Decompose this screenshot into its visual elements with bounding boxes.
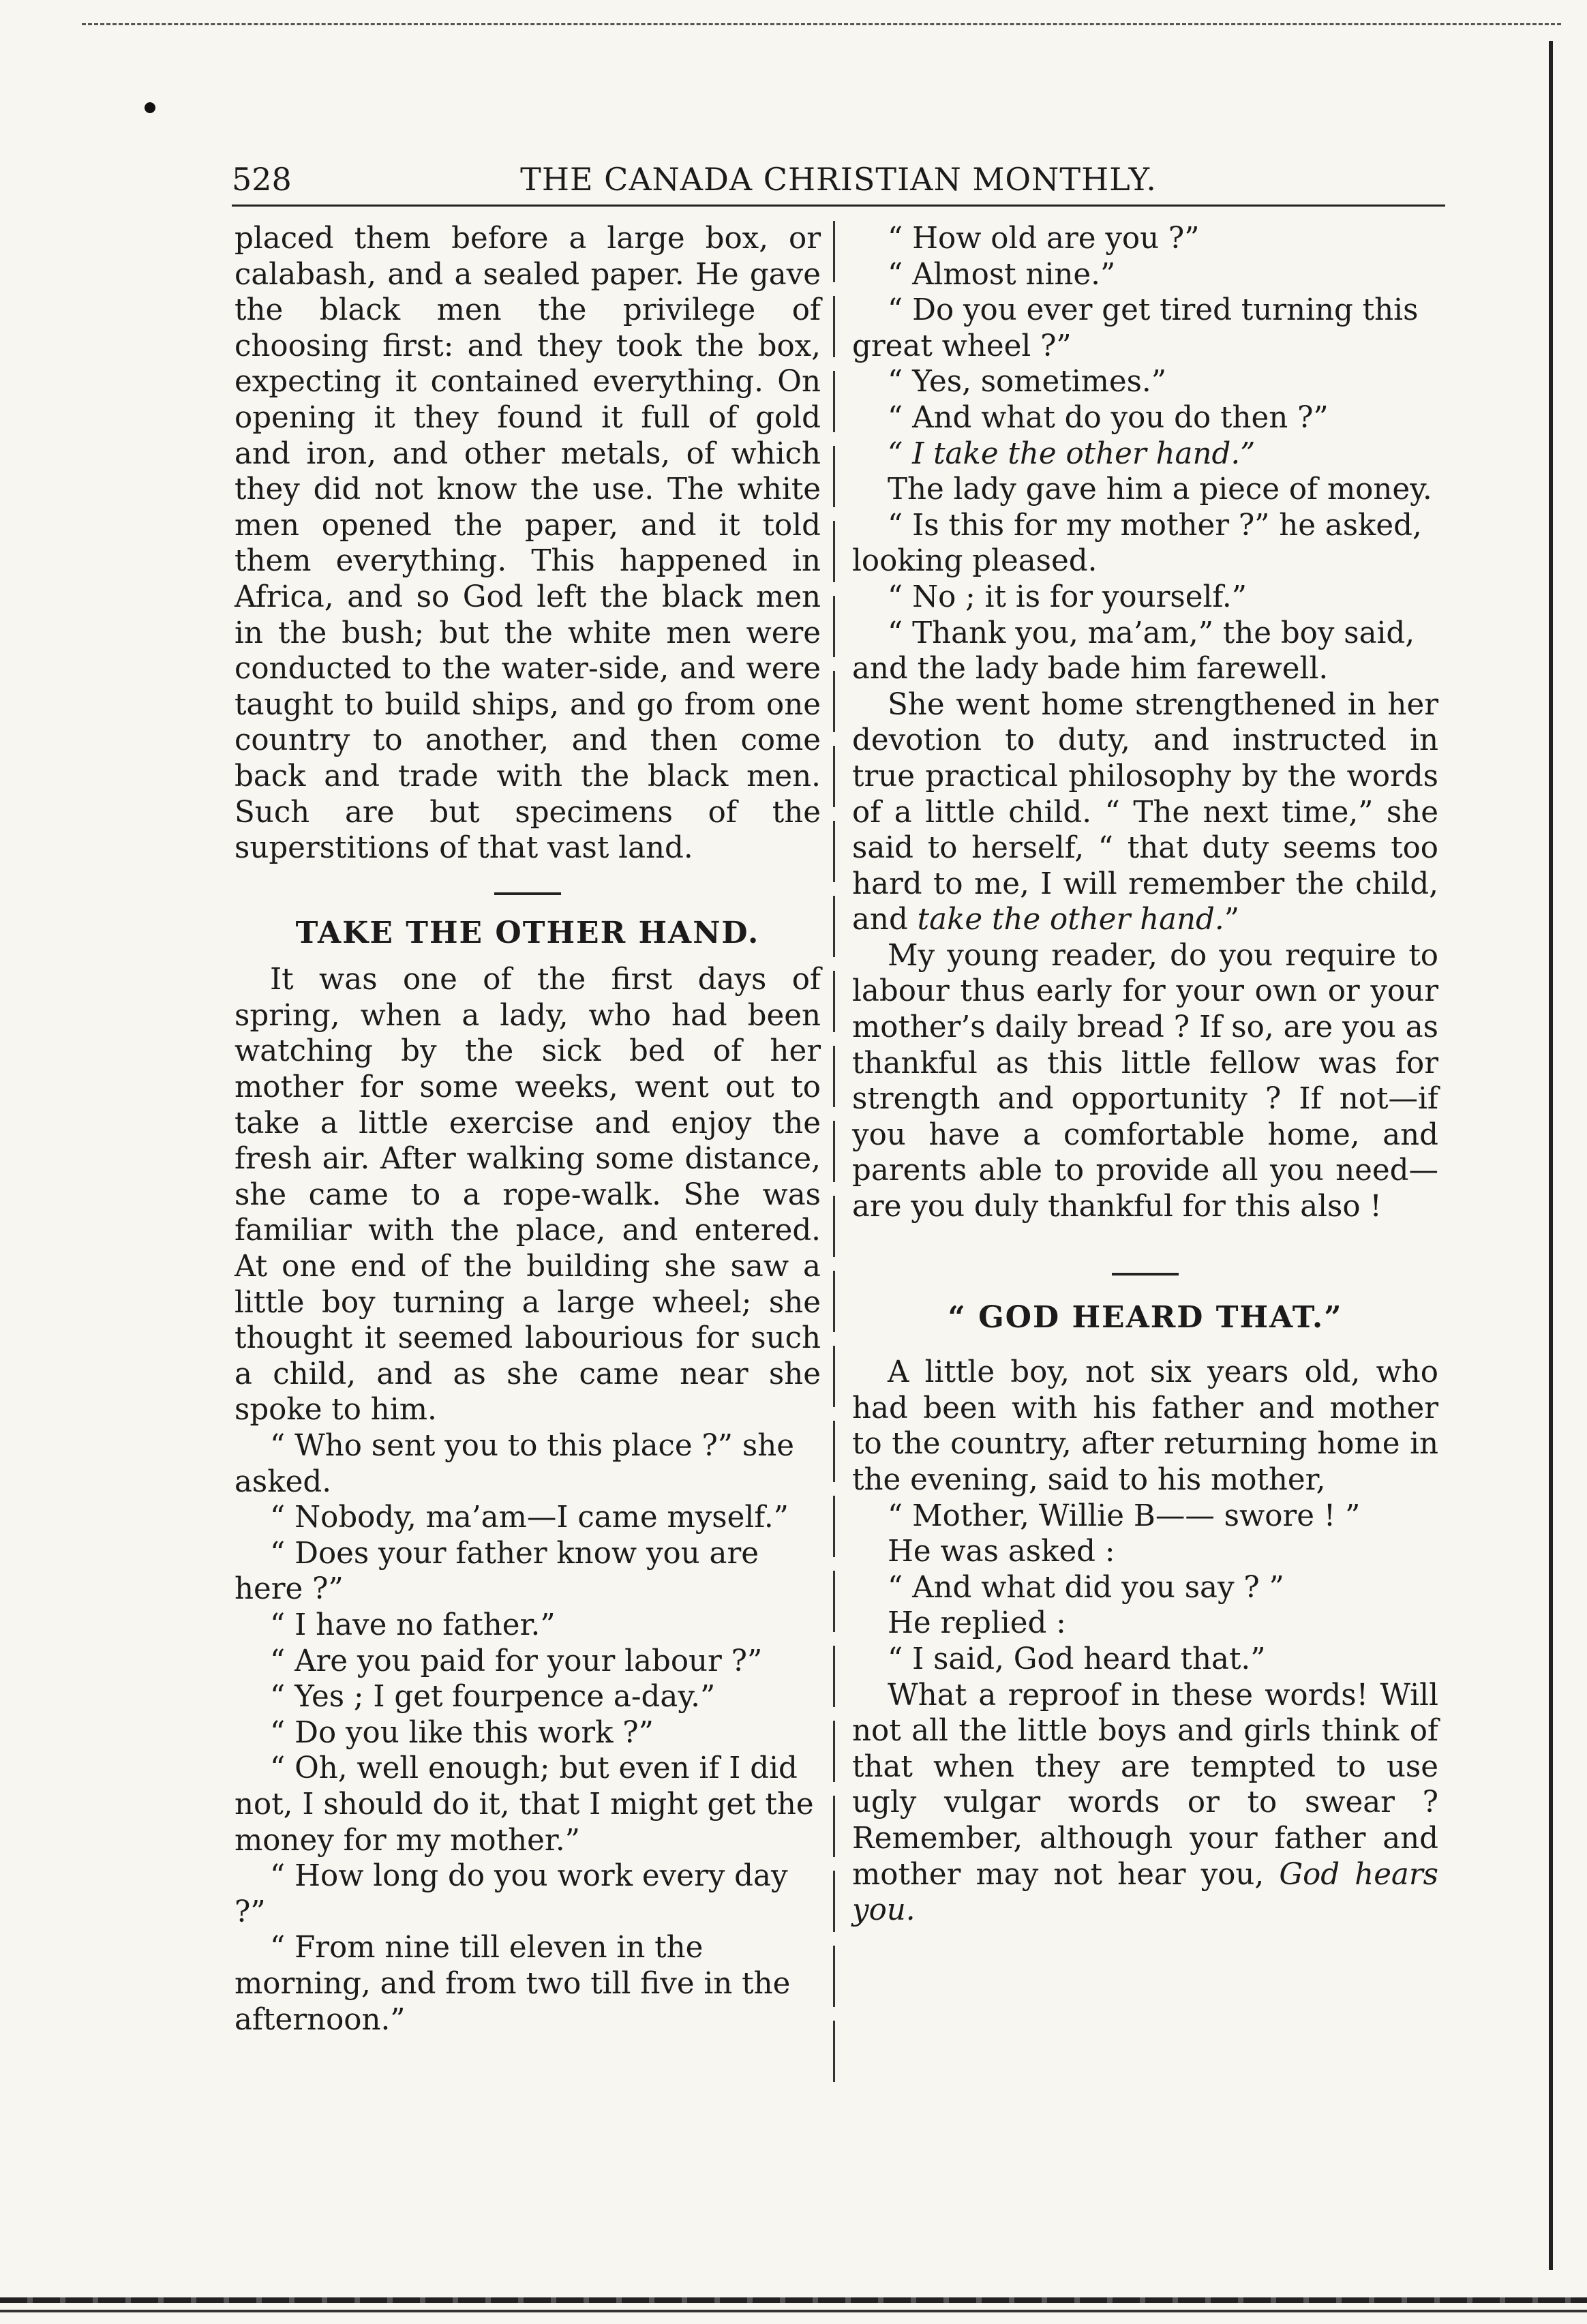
right-column (852, 221, 1438, 1929)
dialogue-line: “ Yes ; I get fourpence a-day.” (270, 1680, 716, 1715)
paragraph (852, 1678, 1438, 1929)
dialogue-line: “ Is this for my mother ?” he asked, looking pleased. (852, 508, 1422, 579)
dialogue-line: “ And what did you say ? ” (888, 1570, 1284, 1605)
dialogue-line: “ Does your father know you are here ?” (235, 1536, 759, 1607)
header-rule (232, 205, 1445, 207)
page-edge-rule (1549, 41, 1553, 2270)
dialogue-line: He was asked : (888, 1535, 1115, 1569)
dialogue-line: “ I said, God heard that.” (888, 1642, 1266, 1676)
dialogue-line: “ Who sent you to this place ?” she asked. (235, 1429, 794, 1499)
dialogue-line: He replied : (888, 1606, 1066, 1641)
italic-phrase: God hears you. (852, 1857, 1438, 1928)
page-number: 528 (232, 161, 292, 198)
dialogue-line: “ Yes, sometimes.” (888, 365, 1167, 399)
paragraph-text: What a reproof in these words! Will not all the little boys and girls think of that when they are tempted to use ugly vulgar words or to swear ? Remember, although your father and mother may not hear you, (852, 1678, 1438, 1892)
bottom-border-rule (0, 2297, 1587, 2303)
section-title-take-the-other-hand: TAKE THE OTHER HAND. (295, 915, 760, 950)
left-column (235, 221, 821, 2038)
ink-spot (145, 102, 155, 113)
paragraph (852, 687, 1438, 938)
dialogue-line: “ How old are you ?” (888, 222, 1200, 256)
dialogue-line: “ Nobody, ma’am—I came myself.” (270, 1500, 789, 1535)
dialogue-line: “ Do you like this work ?” (270, 1715, 654, 1750)
dialogue-line: “ Almost nine.” (888, 257, 1116, 292)
bottom-border-rule-secondary (0, 2310, 1587, 2312)
paragraph-text: She went home strengthened in her devotion to duty, and instructed in true practical philosophy by the words of a little child. “ The next time,” she said to herself, “ that duty seems too hard to me, I will remember the child, and (852, 687, 1438, 937)
paragraph: The lady gave him a piece of money. (888, 472, 1432, 507)
dialogue-line: “ How long do you work every day ?” (235, 1859, 788, 1929)
section-divider (1112, 1273, 1179, 1276)
dialogue-line: “ Do you ever get tired turning this great wheel ?” (852, 293, 1419, 363)
paragraph: It was one of the first days of spring, when a lady, who had been watching by the sick bed of her mother for some weeks, went out to take a little exercise and enjoy the fresh air. After walking some distance, she came to a rope-walk. She was familiar with the place, and entered. At one end of the building she saw a little boy turning a large wheel; she thought it seemed labourious for such a child, and as she came near she spoke to him. (235, 963, 821, 1428)
journal-title: THE CANADA CHRISTIAN MONTHLY. (520, 161, 1157, 198)
dialogue-line: “ Oh, well enough; but even if I did not, I should do it, that I might get the money for my mother.” (235, 1751, 814, 1858)
running-head (232, 161, 1445, 202)
paragraph: My young reader, do you require to labour thus early for your own or your mother’s daily bread ? If so, are you as thankful as this little fellow was for strength and opportunity ? If not—if you have a comfortable home, and parents able to provide all you need—are you duly thankful for this also ! (852, 938, 1438, 1224)
dialogue-line: “ No ; it is for yourself.” (888, 579, 1247, 614)
top-border-rule (82, 23, 1561, 25)
dialogue-line: “ And what do you do then ?” (888, 400, 1329, 435)
dialogue-line: “ I have no father.” (270, 1608, 556, 1642)
italic-phrase: take the other hand. (917, 903, 1224, 937)
dialogue-line: “ Are you paid for your labour ?” (270, 1644, 763, 1678)
section-divider (494, 892, 561, 895)
closing-quote: ” (1224, 903, 1239, 937)
paragraph: A little boy, not six years old, who had been with his father and mother to the country, after returning home in the evening, said to his mother, (852, 1355, 1438, 1497)
column-divider (833, 221, 835, 2082)
dialogue-line-italic: “ I take the other hand.” (888, 436, 1256, 471)
continuation-paragraph: placed them before a large box, or calabash, and a sealed paper. He gave the black men the privilege of choosing first: and they took the box, expecting it contained everything. On opening it they found it full of gold and iron, and other metals, of which they did not know the use. The white men opened the paper, and it told them everything. This happened in Africa, and so God left the black men in the bush; but the white men were conducted to the water-side, and were taught to build ships, and go from one country to another, and then come back and trade with the black men. Such are but specimens of the superstitions of that vast land. (235, 222, 821, 866)
dialogue-line: “ Thank you, ma’am,” the boy said, and the lady bade him farewell. (852, 616, 1415, 686)
dialogue-line: “ Mother, Willie B—— swore ! ” (888, 1498, 1361, 1533)
dialogue-line: “ From nine till eleven in the morning, and from two till five in the afternoon.” (235, 1931, 791, 2037)
section-title-god-heard-that: “ GOD HEARD THAT.” (948, 1299, 1343, 1335)
